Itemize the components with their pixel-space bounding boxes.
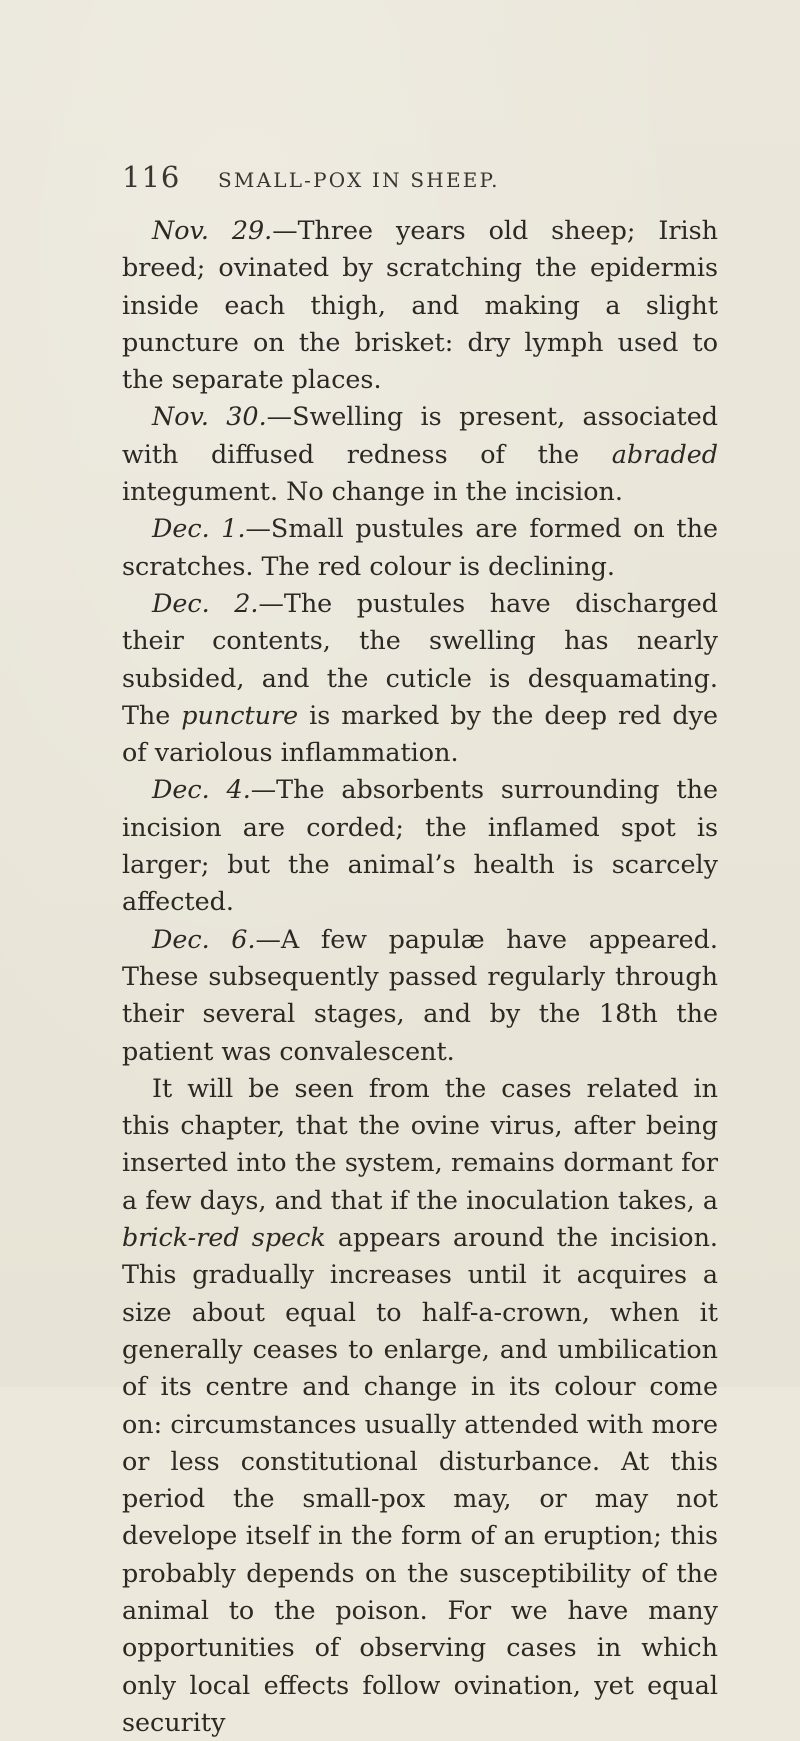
entry-text: is marked by the deep red dye of variolous inflammation. bbox=[122, 699, 718, 768]
emphasis-text: abraded bbox=[611, 438, 718, 469]
entry-text: —Three years old sheep; Irish breed; ovinated by scratching the epidermis inside each thigh, and making a slight puncture on the brisket: dry lymph used to the separate places. bbox=[122, 215, 718, 395]
entry-text: —A few papulæ have appeared. These subsequently passed regularly through their several stages, and by the 18th the patient was convalescent. bbox=[122, 923, 718, 1066]
entry-nov-29 bbox=[122, 212, 718, 398]
entry-text: —The pustules have discharged their contents, the swelling has nearly subsided, and the cuticle is desquamating. The bbox=[122, 587, 718, 730]
entry-dec-1 bbox=[122, 510, 718, 585]
entry-text: —The absorbents surrounding the incision are corded; the inflamed spot is larger; but the animal’s health is scarcely affected. bbox=[122, 774, 718, 917]
entry-nov-30 bbox=[122, 398, 718, 510]
entry-dec-6 bbox=[122, 921, 718, 1070]
emphasis-text: puncture bbox=[181, 699, 299, 730]
entry-date: Dec. 1. bbox=[152, 513, 246, 544]
entry-date: Nov. 30. bbox=[152, 401, 267, 432]
entry-dec-4 bbox=[122, 771, 718, 920]
entry-date: Dec. 2. bbox=[152, 587, 259, 618]
summary-paragraph bbox=[122, 1070, 718, 1741]
paragraph-text: appears around the incision. This gradually increases until it acquires a size about equal to half-a-crown, when it generally ceases to enlarge, and umbilication of its centre and change in its colour come on: circumstances usually attended with more or less constitutional disturbance. At this period the small-pox may, or may not develope itself in the form of an eruption; this probably depends on the susceptibility of the animal to the poison. For we have many opportunities of observing cases in which only local effects follow ovination, yet equal security bbox=[122, 1222, 718, 1737]
body-text bbox=[122, 212, 718, 1741]
running-title: SMALL-POX IN SHEEP. bbox=[218, 168, 500, 192]
emphasis-text: brick-red speck bbox=[122, 1222, 326, 1253]
entry-dec-2 bbox=[122, 585, 718, 771]
entry-text: integument. No change in the incision. bbox=[122, 476, 623, 507]
entry-date: Dec. 4. bbox=[152, 774, 251, 805]
paragraph-text: It will be seen from the cases related in this chapter, that the ovine virus, after being inserted into the system, remains dormant for a few days, and that if the inoculation takes, a bbox=[122, 1072, 718, 1215]
page-number: 116 bbox=[122, 160, 181, 194]
entry-text: —Swelling is present, associated with diffused redness of the bbox=[122, 401, 719, 469]
running-head bbox=[122, 160, 702, 200]
entry-date: Nov. 29. bbox=[152, 215, 273, 245]
entry-date: Dec. 6. bbox=[152, 923, 256, 954]
entry-text: —Small pustules are formed on the scratches. The red colour is declining. bbox=[122, 513, 718, 581]
